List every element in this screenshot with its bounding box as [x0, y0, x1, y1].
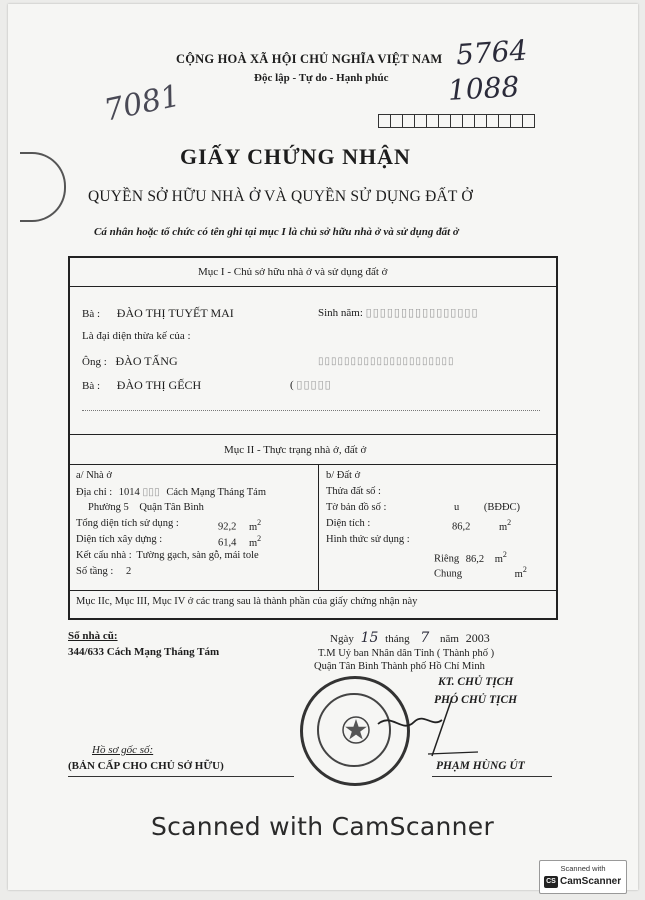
shared-unit: m	[514, 568, 523, 580]
edge-stamp	[20, 152, 66, 222]
land-area-unit: m	[499, 521, 508, 533]
handwritten-number-left: 7081	[101, 78, 184, 129]
address-redacted: ▯▯▯	[142, 487, 160, 498]
shared-row	[434, 565, 527, 580]
serial-box	[402, 114, 414, 128]
address-value: 1014	[118, 487, 140, 498]
camscanner-logo-icon: CS	[544, 876, 558, 888]
badge-brand-text: CamScanner	[560, 876, 622, 887]
rep2-extra	[290, 378, 332, 391]
rep1-prefix: Ông :	[82, 356, 107, 368]
signature-mark	[368, 694, 478, 764]
section-footer-note: Mục IIc, Mục III, Mục IV ở các trang sau là thành phần của giấy chứng nhận này	[76, 596, 418, 607]
shared-unit-sup: 2	[522, 565, 527, 574]
shared-label: Chung	[434, 568, 463, 580]
rep1-birth-redacted: ▯▯▯▯▯▯▯▯▯▯▯▯▯▯▯▯▯▯▯▯▯	[318, 356, 455, 367]
representative-label: Là đại diện thừa kế của :	[82, 330, 191, 342]
land-area-value-row	[452, 518, 511, 533]
handwritten-number-top: 5764	[454, 33, 529, 72]
birth-value-redacted: ▯▯▯▯▯▯▯▯▯▯▯▯▯▯▯▯	[365, 307, 479, 319]
serial-box	[462, 114, 474, 128]
serial-box	[378, 114, 390, 128]
camscanner-badge	[539, 860, 627, 894]
rep2-prefix: Bà :	[82, 380, 101, 392]
serial-box	[486, 114, 498, 128]
certificate-subtitle: QUYỀN SỞ HỮU NHÀ Ở VÀ QUYỀN SỬ DỤNG ĐẤT Ở	[88, 188, 473, 205]
private-unit-sup: 2	[502, 550, 507, 559]
date-year-label: năm	[440, 633, 459, 645]
date-day-label: Ngày	[330, 633, 354, 645]
private-row	[434, 550, 507, 565]
map-value-row	[454, 502, 520, 513]
map-code: (BĐĐC)	[483, 502, 521, 513]
ward: Phường 5	[88, 502, 129, 513]
map-tail: u	[454, 502, 460, 513]
rep2-row	[82, 378, 201, 393]
issued-to-label: (BẢN CẤP CHO CHỦ SỞ HỮU)	[68, 760, 224, 772]
structure-label: Kết cấu nhà :	[76, 550, 132, 561]
address-row	[76, 486, 266, 498]
private-label: Riêng	[434, 553, 460, 565]
serial-box	[426, 114, 438, 128]
section2-heading: Mục II - Thực trạng nhà ở, đất ở	[224, 444, 367, 456]
built-area-row	[76, 534, 162, 545]
structure-row	[76, 550, 259, 561]
built-area-label: Diện tích xây dựng :	[76, 534, 163, 545]
badge-top-text: Scanned with	[560, 864, 606, 873]
serial-box	[510, 114, 522, 128]
issue-date	[330, 630, 490, 646]
section1-dotted-line	[82, 410, 540, 411]
date-month-label: tháng	[385, 633, 410, 645]
floors-label: Số tầng :	[76, 566, 114, 577]
motto: Độc lập - Tự do - Hạnh phúc	[254, 72, 389, 84]
old-number-value: 344/633 Cách Mạng Tháng Tám	[68, 646, 220, 658]
authority-line-4: PHÓ CHỦ TỊCH	[434, 694, 518, 706]
total-area-row	[76, 518, 179, 529]
section1-heading: Mục I - Chủ sở hữu nhà ở và sử dụng đất ở	[198, 266, 388, 278]
date-month: 7	[420, 630, 430, 646]
national-emblem-icon	[341, 715, 371, 745]
total-area-value-row	[218, 518, 261, 533]
birth-row	[318, 306, 479, 319]
built-area-value-row	[218, 534, 261, 549]
certificate-title: GIẤY CHỨNG NHẬN	[180, 144, 411, 169]
republic-heading: CỘNG HOÀ XÃ HỘI CHỦ NGHĨA VIỆT NAM	[176, 52, 443, 66]
total-area-label: Tổng diện tích sử dụng :	[76, 518, 179, 529]
rep1-row	[82, 354, 178, 369]
date-day: 15	[360, 630, 379, 646]
serial-box	[414, 114, 426, 128]
signer-name: PHẠM HÙNG ÚT	[436, 760, 525, 772]
owner-prefix: Bà :	[82, 308, 101, 320]
map-label: Tờ bản đồ số :	[326, 502, 387, 513]
floors-value: 2	[125, 566, 132, 577]
handwritten-number-bottom: 1088	[447, 70, 521, 107]
column-divider	[318, 464, 319, 590]
serial-box	[390, 114, 402, 128]
land-area-value: 86,2	[452, 521, 471, 533]
serial-number-boxes	[378, 114, 535, 128]
district: Quận Tân Bình	[139, 502, 204, 513]
rep2-extra-redacted: ▯▯▯▯▯	[296, 379, 332, 391]
private-value: 86,2	[465, 553, 485, 565]
owner-name: ĐÀO THỊ TUYẾT MAI	[116, 306, 234, 320]
rep2-paren: (	[290, 379, 294, 391]
serial-box	[438, 114, 450, 128]
authority-line-2: Quận Tân Bình Thành phố Hồ Chí Minh	[314, 661, 485, 672]
signer-underline	[432, 776, 552, 777]
serial-box	[474, 114, 486, 128]
built-area-unit-sup: 2	[257, 534, 262, 543]
certificate-intro: Cá nhân hoặc tổ chức có tên ghi tại mục I là chủ sở hữu nhà ở và sử dụng đất ở	[94, 226, 459, 238]
birth-label: Sinh năm:	[318, 307, 363, 319]
land-area-unit-sup: 2	[507, 518, 512, 527]
built-area-unit: m	[249, 537, 258, 549]
serial-box	[498, 114, 510, 128]
old-number-label: Số nhà cũ:	[68, 630, 118, 642]
floors-row	[76, 566, 131, 577]
total-area-unit-sup: 2	[257, 518, 262, 527]
land-label: b/ Đất ở	[326, 470, 361, 481]
plot-label: Thửa đất số :	[326, 486, 381, 497]
structure-value: Tường gạch, sàn gỗ, mái tole	[136, 550, 259, 561]
private-unit: m	[494, 553, 503, 565]
date-year: 2003	[465, 631, 490, 645]
land-area-label: Diện tích :	[326, 518, 371, 529]
owner-row	[82, 306, 234, 321]
serial-box	[450, 114, 462, 128]
issued-to-underline	[68, 776, 294, 777]
total-area-unit: m	[249, 521, 258, 533]
certificate-page	[8, 4, 638, 890]
built-area-value: 61,4	[218, 537, 237, 549]
total-area-value: 92,2	[218, 521, 237, 533]
authority-line-3: KT. CHỦ TỊCH	[438, 676, 514, 688]
camscanner-banner: Scanned with CamScanner	[150, 812, 495, 841]
authority-line-1: T.M Uỷ ban Nhân dân Tỉnh ( Thành phố )	[318, 648, 495, 659]
address-street: Cách Mạng Tháng Tám	[166, 487, 267, 498]
file-number-label: Hồ sơ gốc số:	[92, 744, 154, 756]
rep1-name: ĐÀO TẤNG	[115, 354, 178, 368]
ward-row	[88, 502, 204, 513]
serial-box	[522, 114, 535, 128]
house-label: a/ Nhà ở	[76, 470, 112, 481]
address-label: Địa chỉ :	[76, 487, 113, 498]
rep2-name: ĐÀO THỊ GẾCH	[116, 378, 202, 392]
map-row	[326, 502, 386, 513]
certificate-box	[68, 256, 558, 620]
use-form-label: Hình thức sử dụng :	[326, 534, 410, 545]
